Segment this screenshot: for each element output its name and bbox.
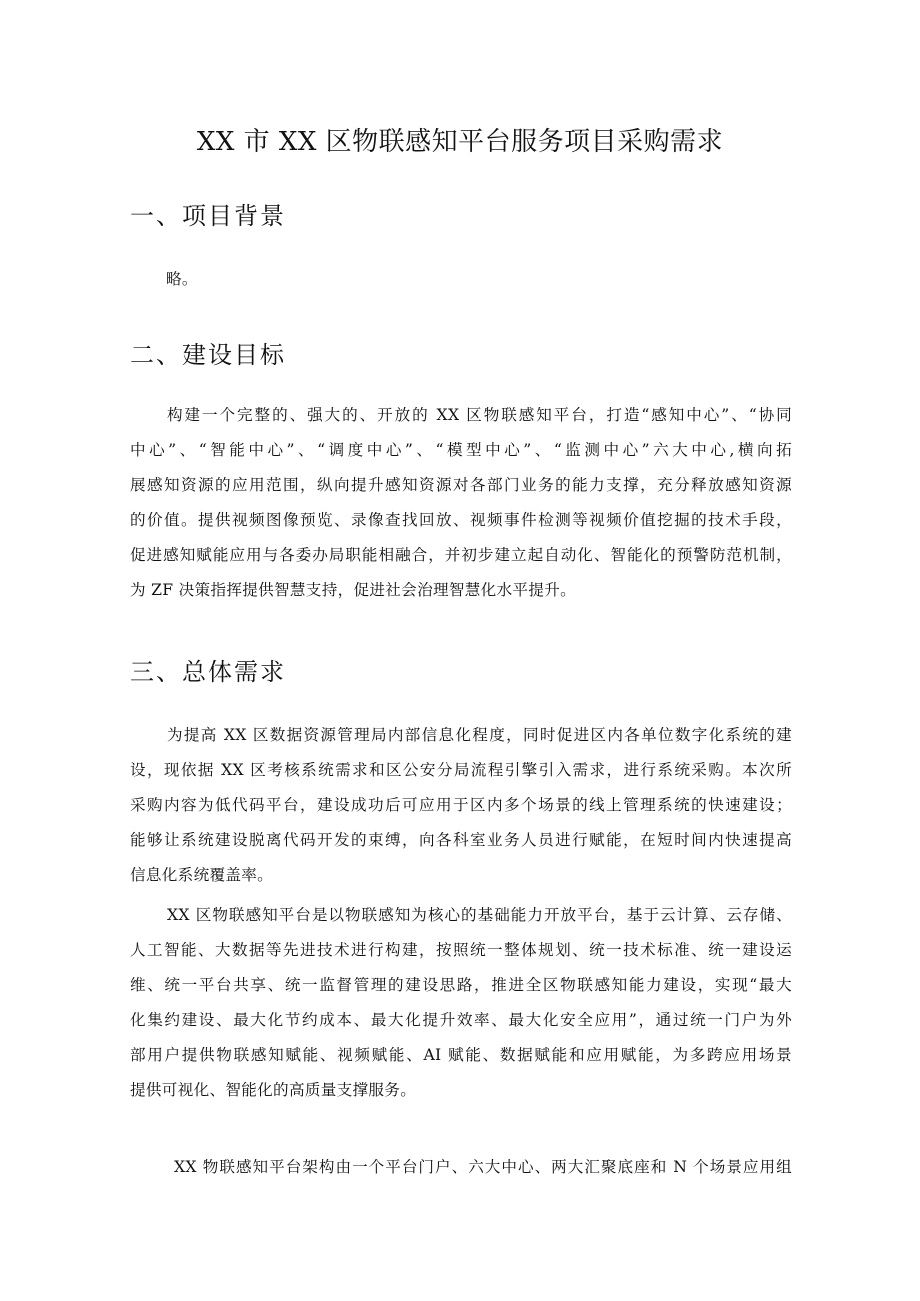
- paragraph-line: 采购内容为低代码平台，建设成功后可应用于区内多个场景的线上管理系统的快速建设；: [130, 796, 792, 814]
- paragraph-line: 的价值。提供视频图像预览、录像查找回放、视频事件检测等视频价值挖掘的技术手段，: [130, 511, 792, 529]
- section-heading-goals: 二、建设目标: [130, 341, 286, 369]
- section-requirements-paragraph-3: [130, 1150, 792, 1185]
- paragraph-line: 促进感知赋能应用与各委办局职能相融合，并初步建立起自动化、智能化的预警防范机制，: [130, 546, 792, 564]
- section-goals-paragraph: [130, 398, 792, 608]
- paragraph-line: 中心”、“智能中心”、“调度中心”、“模型中心”、“监测中心”六大中心,横向拓: [130, 441, 792, 459]
- paragraph-line: XX 区物联感知平台是以物联感知为核心的基础能力开放平台，基于云计算、云存储、: [167, 906, 792, 924]
- section-heading-background: 一、项目背景: [130, 202, 286, 230]
- paragraph-line: 人工智能、大数据等先进技术进行构建，按照统一整体规划、统一技术标准、统一建设运: [130, 941, 792, 959]
- paragraph-line: 部用户提供物联感知赋能、视频赋能、AI 赋能、数据赋能和应用赋能，为多跨应用场景: [130, 1046, 792, 1064]
- paragraph-line: XX 物联感知平台架构由一个平台门户、六大中心、两大汇聚底座和 N 个场景应用组: [174, 1158, 792, 1176]
- section-requirements-paragraph-1: [130, 718, 792, 893]
- paragraph-line: 化集约建设、最大化节约成本、最大化提升效率、最大化安全应用”，通过统一门户为外: [130, 1011, 792, 1029]
- paragraph-line: 略。: [166, 270, 198, 288]
- paragraph-line: 能够让系统建设脱离代码开发的束缚，向各科室业务人员进行赋能，在短时间内快速提高: [130, 831, 792, 849]
- paragraph-line: 展感知资源的应用范围，纵向提升感知资源对各部门业务的能力支撑，充分释放感知资源: [130, 476, 792, 494]
- section-background-text: [130, 262, 792, 297]
- section-heading-requirements: 三、总体需求: [130, 658, 286, 686]
- section-requirements-paragraph-2: [130, 898, 792, 1108]
- paragraph-line: 构建一个完整的、强大的、开放的 XX 区物联感知平台，打造“感知中心”、“协同: [167, 406, 792, 424]
- paragraph-line: 设，现依据 XX 区考核系统需求和区公安分局流程引擎引入需求，进行系统采购。本次所: [130, 761, 792, 779]
- paragraph-line: 为提高 XX 区数据资源管理局内部信息化程度，同时促进区内各单位数字化系统的建: [167, 726, 792, 744]
- paragraph-line: 维、统一平台共享、统一监督管理的建设思路，推进全区物联感知能力建设，实现“最大: [130, 976, 792, 994]
- document-title: XX 市 XX 区物联感知平台服务项目采购需求: [196, 127, 724, 157]
- paragraph-line: 为 ZF 决策指挥提供智慧支持，促进社会治理智慧化水平提升。: [130, 581, 577, 599]
- paragraph-line: 信息化系统覆盖率。: [130, 866, 274, 884]
- paragraph-line: 提供可视化、智能化的高质量支撑服务。: [130, 1081, 417, 1099]
